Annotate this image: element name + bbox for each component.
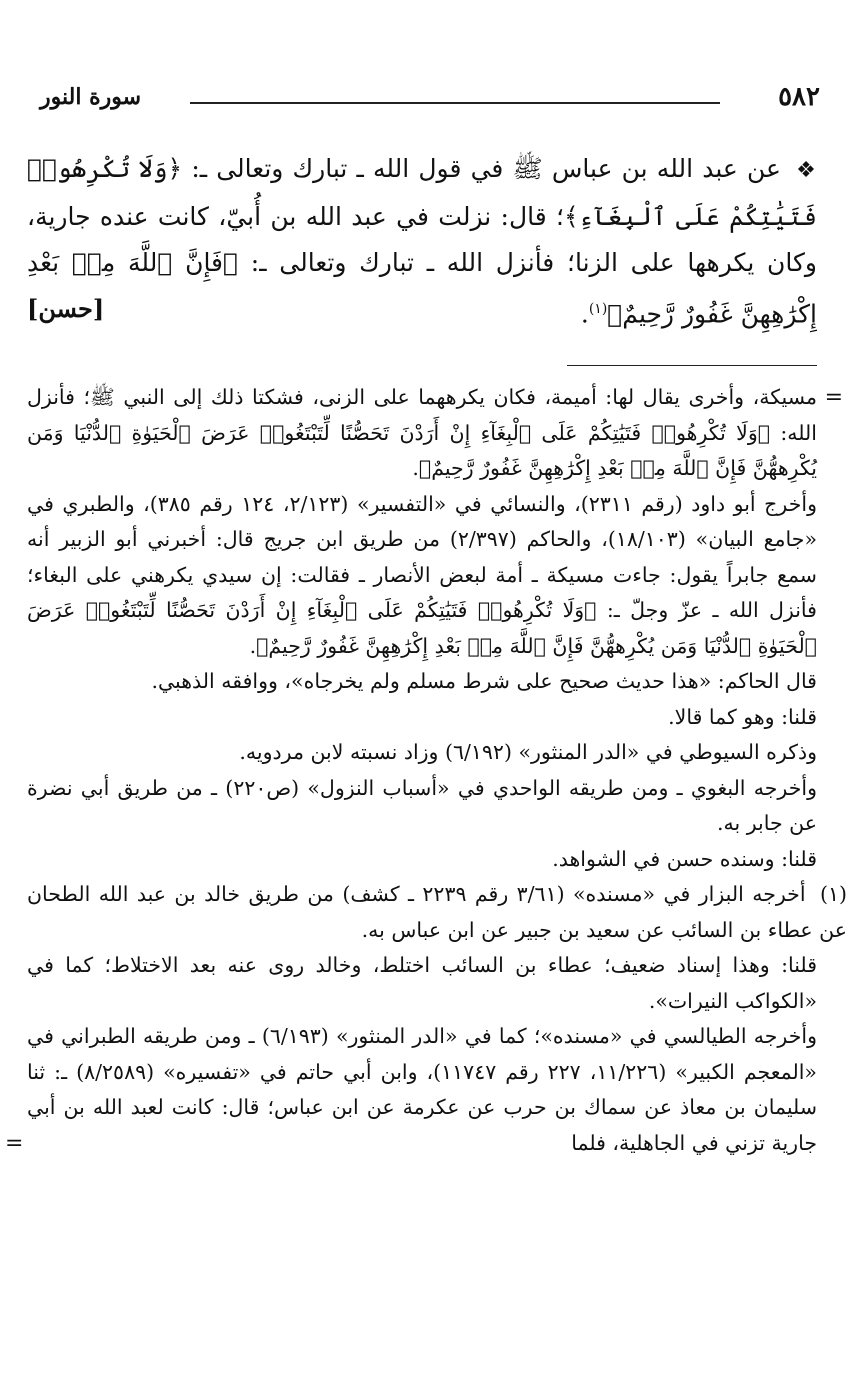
footnote-text: أخرجه البزار في «مسنده» (٣/٦١ رقم ٢٢٣٩ ـ كشف) من طريق خالد بن عبد الله الطحان عن عطاء بن السائب عن سعيد بن جبير عن ابن عباس به. <box>27 882 847 942</box>
bullet-icon: ❖ <box>796 158 817 183</box>
note-paragraph-3: قال الحاكم: «هذا حديث صحيح على شرط مسلم ولم يخرجاه»، ووافقه الذهبي. <box>151 669 817 693</box>
page-header <box>40 82 820 122</box>
footnote-1 <box>27 877 847 948</box>
quran-verse-1: ﴿وَلَا تُكْرِهُوا۟ فَتَيَٰتِكُمْ عَلَى ٱلْبِغَآءِ﴾ <box>27 154 817 231</box>
quran-verse: ﴿وَلَا تُكْرِهُوا۟ فَتَيَٰتِكُمْ عَلَى ٱلْبِغَآءِ إِنْ أَرَدْنَ تَحَصُّنًا لِّتَبْتَغُوا۟ عَرَضَ ٱلْحَيَوٰةِ ٱلدُّنْيَا وَمَن يُكْرِههُّنَّ فَإِنَّ ٱللَّهَ مِنۢ بَعْدِ إِكْرَٰهِهِنَّ غَفُورٌ رَّحِيمٌ﴾ <box>27 420 817 480</box>
note-text: وأخرج أبو داود (رقم ٢٣١١)، والنسائي في «التفسير» (٢/١٢٣، ١٢٤ رقم ٣٨٥)، والطبري في «جامع البيان» (١٨/١٠٣)، والحاكم (٢/٣٩٧) من طريق ابن جريج قال: أخبرني أبو الزبير أنه سمع جابراً يقول: جاءت مسيكة ـ أمة لبعض الأنصار ـ فقالت: إن سيدي يكرهني على البغاء؛ فأنزل الله ـ عزّ وجلّ ـ: <box>27 491 818 622</box>
note-text: مسيكة، وأخرى يقال لها: أميمة، فكان يكرههما على الزنى، فشكتا ذلك إلى النبي ﷺ؛ فأنزل الله: <box>27 385 817 445</box>
surah-title: سورة النور <box>40 84 142 110</box>
footnote-number: (١) <box>819 882 847 906</box>
footnote-separator <box>567 365 817 366</box>
note-paragraph-1 <box>27 380 843 487</box>
note-paragraph-6: وأخرجه البغوي ـ ومن طريقه الواحدي في «أسباب النزول» (ص٢٢٠) ـ من طريق أبي نضرة عن جابر به. <box>27 775 818 835</box>
note-paragraph-2 <box>27 487 817 665</box>
note-paragraph-4: قلنا: وهو كما قالا. <box>668 704 817 729</box>
note-end: . <box>249 633 257 658</box>
page-number: ٥٨٢ <box>778 82 820 112</box>
hadith-grade: [حسن] <box>27 294 105 323</box>
footnote-1-paragraph-3 <box>5 1019 817 1161</box>
main-hadith <box>27 146 817 337</box>
footnotes <box>5 380 847 1161</box>
continuation-mark-end: = <box>5 1130 24 1156</box>
note-end: . <box>412 456 419 480</box>
hadith-text-1: عن عبد الله بن عباس ﷺ في قول الله ـ تبارك وتعالى ـ: <box>191 154 781 183</box>
footnote-1-paragraph-2: قلنا: وهذا إسناد ضعيف؛ عطاء بن السائب اختلط، وخالد روى عنه بعد الاختلاط؛ كما في «الكواكب النيرات». <box>27 953 817 1013</box>
hadith-paragraph <box>27 146 817 337</box>
quran-verse-2: ﴿فَإِنَّ ٱللَّهَ مِنۢ بَعْدِ إِكْرَٰهِهِنَّ غَفُورٌ رَّحِيمٌ﴾ <box>27 248 817 329</box>
note-paragraph-5: وذكره السيوطي في «الدر المنثور» (٦/١٩٢) وزاد نسبته لابن مردويه. <box>239 740 817 764</box>
header-rule <box>190 102 720 104</box>
hadith-text-2: ؛ قال: نزلت في عبد الله بن أُبيّ، كانت عنده جارية، وكان يكرهها على الزنا؛ فأنزل الله ـ تبارك وتعالى ـ: <box>27 202 817 277</box>
continuation-mark: = <box>824 385 843 410</box>
hadith-end: . <box>580 299 589 329</box>
footnote-reference: (١) <box>588 301 608 317</box>
note-paragraph-7: قلنا: وسنده حسن في الشواهد. <box>552 846 817 871</box>
quran-verse: ﴿وَلَا تُكْرِهُوا۟ فَتَيَٰتِكُمْ عَلَى ٱلْبِغَآءِ إِنْ أَرَدْنَ تَحَصُّنًا لِّتَبْتَغُوا۟ عَرَضَ ٱلْحَيَوٰةِ ٱلدُّنْيَا وَمَن يُكْرِههُّنَّ فَإِنَّ ٱللَّهَ مِنۢ بَعْدِ إِكْرَٰهِهِنَّ غَفُورٌ رَّحِيمٌ﴾ <box>27 598 817 658</box>
footnote-text: وأخرجه الطيالسي في «مسنده»؛ كما في «الدر المنثور» (٦/١٩٣) ـ ومن طريقه الطبراني في «المعجم الكبير» (١١/٢٢٦، ٢٢٧ رقم ١١٧٤٧)، وابن أبي حاتم في «تفسيره» (٨/٢٥٨٩) ـ: ثنا سليمان بن معاذ عن سماك بن حرب عن عكرمة عن ابن عباس؛ قال: كانت لعبد الله بن أبي جارية تزني في الجاهلية، فلما <box>27 1024 817 1155</box>
